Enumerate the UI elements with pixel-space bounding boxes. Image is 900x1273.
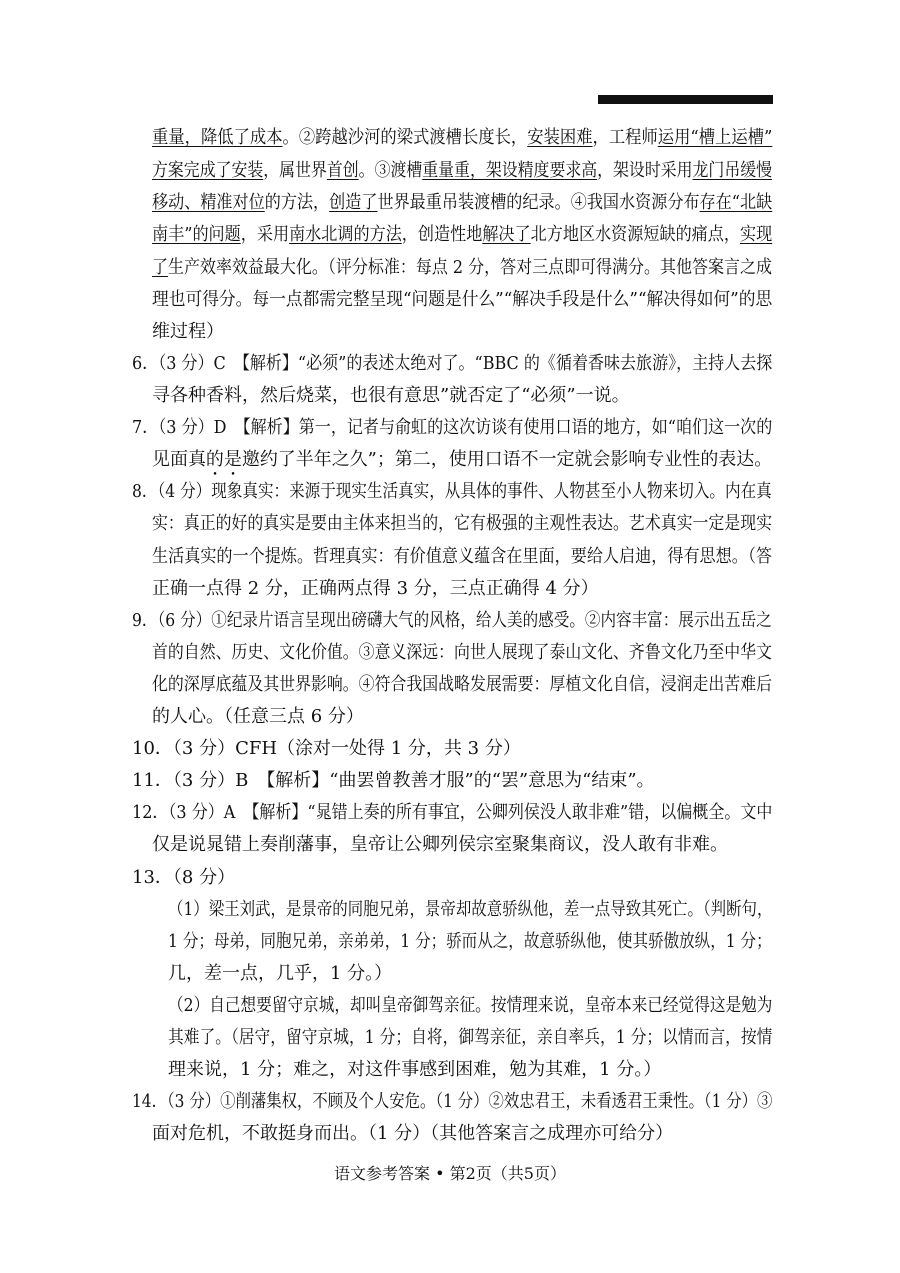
- q5-line-4: 南丰”的问题，采用南水北调的方法，创造性地解决了北方地区水资源短缺的痛点，实现: [152, 224, 773, 245]
- q13-part1-line-2: 1 分；母弟，同胞兄弟，亲弟弟，1 分；骄而从之，故意骄纵他，使其骄傲放纵，1 分；: [168, 931, 772, 952]
- q7-line-1: 7．（3 分）D 【解析】第一，记者与俞虹的这次访谈有使用口语的地方，如“咱们这一次的: [132, 417, 773, 438]
- q13-part2-line-2: 其难了。（居守，留守京城，1 分；自将，御驾亲征，亲自率兵，1 分；以情而言，按情: [168, 1027, 773, 1048]
- q9-line-3: 化的深厚底蕴及其世界影响。④符合我国战略发展需要：厚植文化自信，浸润走出苦难后: [152, 674, 773, 695]
- q6-line-1: 6．（3 分）C 【解析】“必须”的表述太绝对了。“BBC 的《循着香味去旅游》，主持人去探: [132, 353, 773, 374]
- q5-line-5: 了生产效率效益最大化。（评分标准：每点 2 分，答对三点即可得满分。其他答案言之成: [152, 257, 772, 278]
- q12-line-1: 12．（3 分）A 【解析】“晁错上奏的所有事宜，公卿列侯没人敢非难”错，以偏概全。文中: [132, 802, 773, 823]
- q8-line-2: 实：真正的好的真实是要由主体来担当的，它有极强的主观性表达。艺术真实一定是现实: [152, 513, 773, 534]
- q5-line-7: 维过程）: [152, 321, 224, 342]
- header-bar: [598, 95, 773, 104]
- q8-line-4: 正确一点得 2 分，正确两点得 3 分，三点正确得 4 分）: [152, 578, 599, 599]
- q5-line-2: 方案完成了安装，属世界首创。③渡槽重量重，架设精度要求高，架设时采用龙门吊缓慢: [152, 160, 773, 181]
- q13-part2-line-1: （2）自己想要留守京城，却叫皇帝御驾亲征。按情理来说，皇帝本来已经觉得这是勉为: [168, 995, 773, 1016]
- page-footer: 语文参考答案 • 第2页（共5页）: [334, 1164, 566, 1183]
- q6-line-2: 寻各种香料，然后烧菜，也很有意思”就否定了“必须”一说。: [152, 385, 630, 406]
- q13-heading: 13．（8 分）: [132, 867, 236, 888]
- q9-line-1: 9．（6 分）①纪录片语言呈现出磅礴大气的风格，给人美的感受。②内容丰富：展示出五岳之: [132, 610, 772, 631]
- q5-line-3: 移动、精准对位的方法，创造了世界最重吊装渡槽的纪录。④我国水资源分布存在“北缺: [152, 192, 773, 213]
- q13-part1-line-1: （1）梁王刘武，是景帝的同胞兄弟，景帝却故意骄纵他，差一点导致其死亡。（判断句，: [168, 899, 773, 920]
- q13-part1-line-3: 几，差一点，几乎，1 分。）: [168, 963, 393, 984]
- q14-line-2: 面对危机，不敢挺身而出。（1 分）（其他答案言之成理亦可给分）: [152, 1123, 674, 1144]
- q9-line-4: 的人心。（任意三点 6 分）: [152, 706, 364, 727]
- q12-line-2: 仅是说晁错上奏削藩事，皇帝让公卿列侯宗室聚集商议，没人敢有非难。: [152, 834, 728, 855]
- q5-line-6: 理也可得分。每一点都需完整呈现“问题是什么”“解决手段是什么”“解决得如何”的思: [152, 289, 773, 310]
- q8-line-1: 8．（4 分）现象真实：来源于现实生活真实，从具体的事件、人物甚至小人物来切入。内在真: [132, 481, 772, 502]
- q11-line: 11．（3 分）B 【解析】“曲罢曾教善才服”的“罢”意思为“结束”。: [132, 770, 655, 791]
- q5-line-1: 重量，降低了成本。②跨越沙河的梁式渡槽长度长，安装困难，工程师运用“槽上运槽”: [152, 127, 773, 148]
- q8-line-3: 生活真实的一个提炼。哲理真实：有价值意义蕴含在里面，要给人启迪，得有思想。（答: [152, 546, 773, 567]
- q14-line-1: 14．（3 分）①削藩集权，不顾及个人安危。（1 分）②效忠君王，未看透君王秉性。（1 分）③: [132, 1091, 773, 1112]
- q9-line-2: 首的自然、历史、文化价值。③意义深远：向世人展现了泰山文化、齐鲁文化乃至中华文: [152, 642, 773, 663]
- q13-part2-line-3: 理来说，1 分；难之，对这件事感到困难，勉为其难，1 分。）: [168, 1059, 662, 1080]
- q10-line: 10．（3 分）CFH（涂对一处得 1 分，共 3 分）: [132, 738, 521, 759]
- q7-line-2: 见面真的是邀约了半年之久”；第二，使用口语不一定就会影响专业性的表达。: [152, 449, 773, 470]
